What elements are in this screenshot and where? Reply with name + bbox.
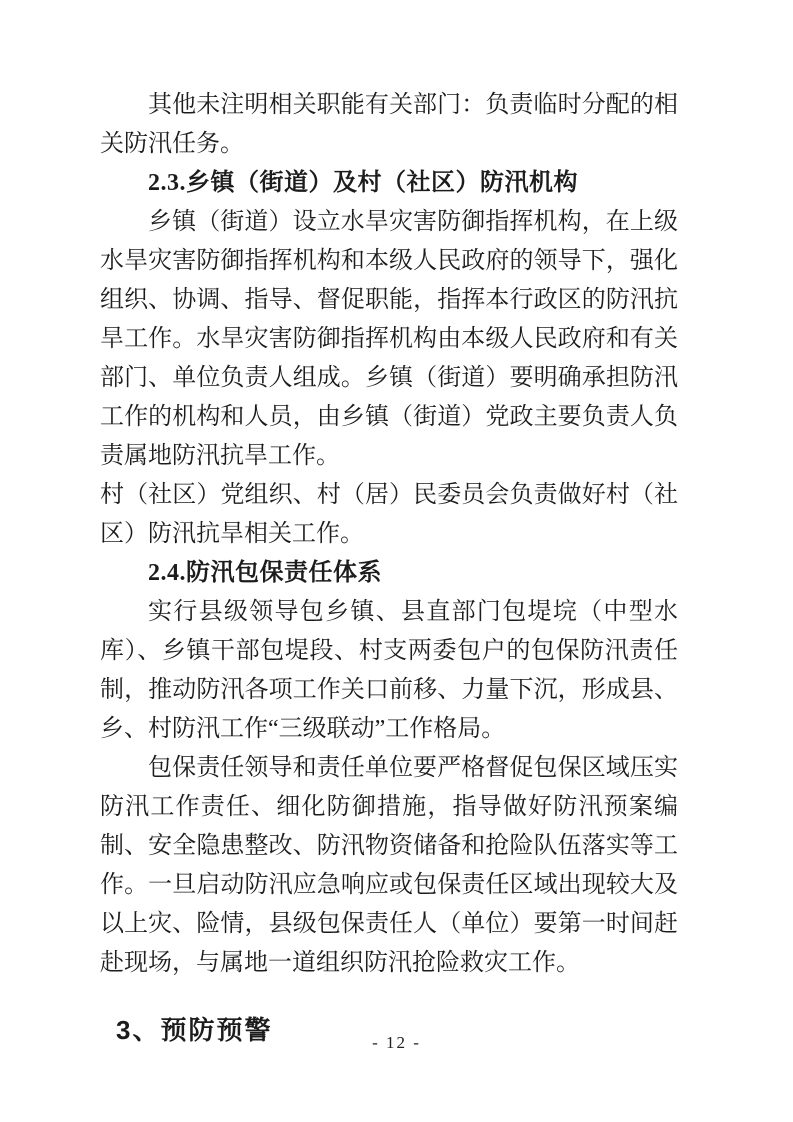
paragraph-village-committee: 村（社区）党组织、村（居）民委员会负责做好村（社区）防汛抗旱相关工作。: [100, 482, 678, 547]
page-number: - 12 -: [372, 1033, 421, 1052]
paragraph-responsibility-system: 实行县级领导包乡镇、县直部门包堤垸（中型水库）、乡镇干部包堤段、村支两委包户的包保防汛责任制，推动防汛各项工作关口前移、力量下沉，形成县、乡、村防汛工作“三级联动”工作格局。: [100, 599, 678, 742]
paragraph-responsibility-leaders: 包保责任领导和责任单位要严格督促包保区域压实防汛工作责任、细化防御措施，指导做好防汛预案编制、安全隐患整改、防汛物资储备和抢险队伍落实等工作。一旦启动防汛应急响应或包保责任区域出现较大及以上灾、险情，县级包保责任人（单位）要第一时间赶赴现场，与属地一道组织防汛抢险救灾工作。: [100, 755, 678, 976]
chapter-heading-3: 3、预防预警: [116, 1015, 273, 1045]
document-body: [100, 86, 678, 1045]
section-heading-2-3: 2.3.乡镇（街道）及村（社区）防汛机构: [148, 170, 578, 196]
paragraph-township-flood-command: 乡镇（街道）设立水旱灾害防御指挥机构，在上级水旱灾害防御指挥机构和本级人民政府的领导下，强化组织、协调、指导、督促职能，指挥本行政区的防汛抗旱工作。水旱灾害防御指挥机构由本级人民政府和有关部门、单位负责人组成。乡镇（街道）要明确承担防汛工作的机构和人员，由乡镇（街道）党政主要负责人负责属地防汛抗旱工作。: [100, 209, 678, 469]
paragraph-other-departments: 其他未注明相关职能有关部门：负责临时分配的相关防汛任务。: [100, 92, 678, 157]
section-heading-2-4: 2.4.防汛包保责任体系: [148, 560, 382, 586]
